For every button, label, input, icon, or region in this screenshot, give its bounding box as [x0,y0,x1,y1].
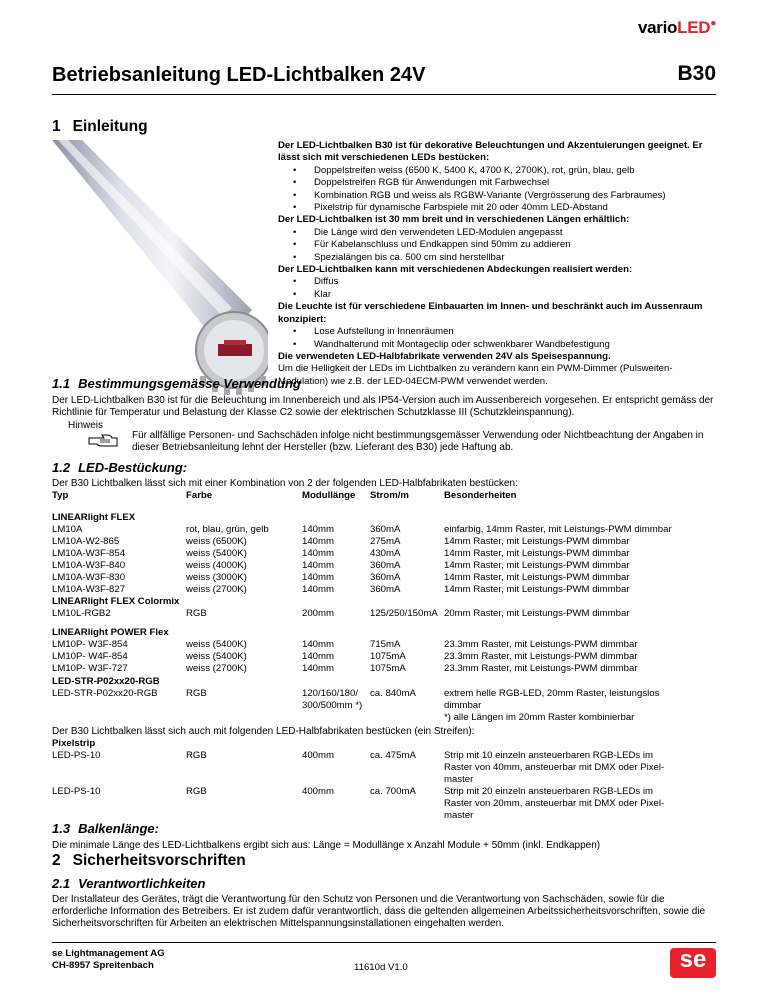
header-rule [52,94,716,95]
group-name: Pixelstrip [52,738,96,749]
bar-length-text: Die minimale Länge des LED-Lichtbalkens ergibt sich aus: Länge = Modullänge x Anzahl Module + 50mm (inkl. Endkappen) [52,840,601,851]
introduction-text: Der LED-Lichtbalken B30 ist für dekorative Beleuchtungen und Akzentuierungen geeignet. Er lässt sich mit verschiedenen LEDs bestücken: • Doppelstreifen weiss (6500 K, 5400 K, 4700 K, 2700K), rot, grün, blau, gelb • Doppelstreifen RGB für Anwendungen mit Farbwechsel • Kombination RGB und weiss als RGBW-Variante (Vergrösserung des Farbraumes) • Pixelstrip für dynamische Farbspiele mit 20 oder 40mm LED-Abstand Der LED-Lichtbalken ist 30 mm breit und in verschiedenen Längen erhältlich: • Die Länge wird den verwendeten LED-Modulen angepasst • Für Kabelanschluss und Endkappen sind 50mm zu addieren • Spezialängen bis ca. 500 cm sind herstellbar Der LED-Lichtbalken kann mit verschiedenen Abdeckungen realisiert werden: • Diffus • Klar Die Leuchte ist für verschiedene Einbauarten im Innen- und beschränkt auch im Aussenraum konzipiert: • Lose Aufstellung in Innenräumen • Wandhalterund mit Montageclip oder schwenkbarer Wandbefestigung Die verwendeten LED-Halbfabrikate verwenden 24V als Speisespannung. Um die Helligkeit der LEDs im Lichtbalken zu verändern kann ein PWM-Dimmer (Pulsweiten-Modulation) wie z.B. der LED-04ECM-PWM verwendet werden. [278,140,718,388]
table-row: LED-PS-10 RGB 400mm ca. 475mA Strip mit 10 einzeln ansteuerbaren RGB-LEDs im Raster von 40mm, ansteuerbar mit DMX oder Pixel- master [52,750,665,785]
table-row: LM10A-W3F-827 weiss (2700K) 140mm 360mA 14mm Raster, mit Leistungs-PWM dimmbar [52,584,630,595]
section-1-1-heading: 1.1 Bestimmungsgemässe Verwendung [52,376,301,391]
table-header: Typ Farbe Modullänge Strom/m Besonderheiten [52,490,517,501]
se-logo: se [670,948,716,978]
section-2-heading: 2 Sicherheitsvorschriften [52,852,246,869]
strip-intro: Der B30 Lichtbalken lässt sich auch mit folgenden LED-Halbfabrikaten bestücken (ein Streifen): [52,726,475,737]
table-row: LED-PS-10 RGB 400mm ca. 700mA Strip mit 20 einzeln ansteuerbaren RGB-LEDs im Raster von 20mm, ansteuerbar mit DMX oder Pixel- master [52,786,665,821]
pixelstrip-group [52,738,718,822]
group-name: LINEARlight POWER Flex [52,627,169,638]
hint-label: Hinweis [68,420,104,431]
intended-use-text: Der LED-Lichtbalken B30 ist für die Beleuchtung im Innenbereich und als IP54-Version auch im Aussenbereich vorgesehen. Er entspricht gemäss der Richtlinie für Temperatur und Belastung der Klasse C2 sowie der elektrischen Schutzklasse III (Schutzkleinspannung). [52,395,714,419]
section-1-heading: 1 Einleitung [52,118,148,135]
section-1-2-heading: 1.2 LED-Bestückung: [52,460,188,475]
table-row: LM10L-RGB2 RGB 200mm 125/250/150mA 20mm Raster, mit Leistungs-PWM dimmbar [52,608,630,619]
group-name: LINEARlight FLEX [52,512,136,523]
pointing-hand-icon [88,432,118,450]
document-code: B30 [677,62,716,85]
table-row: LM10A-W3F-840 weiss (4000K) 140mm 360mA 14mm Raster, mit Leistungs-PWM dimmbar [52,560,630,571]
group-name: LINEARlight FLEX Colormix [52,596,180,607]
table-row: LM10A-W3F-830 weiss (3000K) 140mm 360mA 14mm Raster, mit Leistungs-PWM dimmbar [52,572,630,583]
group-rows [52,524,718,596]
responsibility-text: Der Installateur des Gerätes, trägt die Verantwortung für den Schutz von Personen und die Verantwortung von Sachschäden, sowie für die erforderliche Information des Betreibers. Er ist zudem dafür verantwortlich, dass die geltenden allgemeinen Arbeitssicherheitsvorschriften, sowie die Sicherheitsvorschriften für Arbeiten an elektrischen Mittelspannungsinstallationen eingehalten werden. [52,894,706,930]
power-flex-group: LINEARlight POWER Flex LM10P- W3F-854 weiss (5400K) 140mm 715mA 23.3mm Raster, mit Leistungs-PWM dimmbar LM10P- W4F-854 weiss (5400K) 140mm 1075mA 23.3mm Raster, mit Leistungs-PWM dimmbar LM10P- W3F-727 weiss (2700K) 140mm 1075mA 23.3mm Raster, mit Leistungs-PWM dimmbar [52,627,718,675]
led-bar-product-image [52,140,268,396]
company-address: se Lightmanagement AG CH-8957 Spreitenbach [52,948,165,971]
colormix-group [52,596,718,620]
table-row: LM10A-W2-865 weiss (6500K) 140mm 275mA 14mm Raster, mit Leistungs-PWM dimmbar [52,536,630,547]
str-rgb-group: LED-STR-P02xx20-RGB LED-STR-P02xx20-RGB RGB 120/160/180/ ca. 840mA extrem helle RGB-LED, 20mm Raster, leistungslos 300/500mm *) dimmbar *) alle Längen im 20mm Raster kombinierbar [52,676,718,724]
table-row: LM10A-W3F-854 weiss (5400K) 140mm 430mA 14mm Raster, mit Leistungs-PWM dimmbar [52,548,630,559]
document-version: 11610d V1.0 [354,962,408,973]
section-1-3-heading: 1.3 Balkenlänge: [52,821,159,836]
section-2-1-heading: 2.1 Verantwortlichkeiten [52,876,206,891]
table-row: LM10A rot, blau, grün, gelb 140mm 360mA einfarbig, 14mm Raster, mit Leistungs-PWM dimmbar [52,524,672,535]
group-name: LED-STR-P02xx20-RGB [52,676,160,687]
equipment-intro: Der B30 Lichtbalken lässt sich mit einer Kombination von 2 der folgenden LED-Halbfabrikaten bestücken: [52,478,518,489]
variolED-logo: varioLED● [638,18,716,37]
footer-rule [52,942,716,943]
hint-text: Für allfällige Personen- und Sachschäden infolge nicht bestimmungsgemässer Verwendung oder Nichtbeachtung der Angaben in dieser Betriebsanleitung lehnt der Hersteller (bzw. Lieferant des B30) jede Haftung ab. [132,430,704,454]
document-title: Betriebsanleitung LED-Lichtbalken 24V [52,64,426,86]
